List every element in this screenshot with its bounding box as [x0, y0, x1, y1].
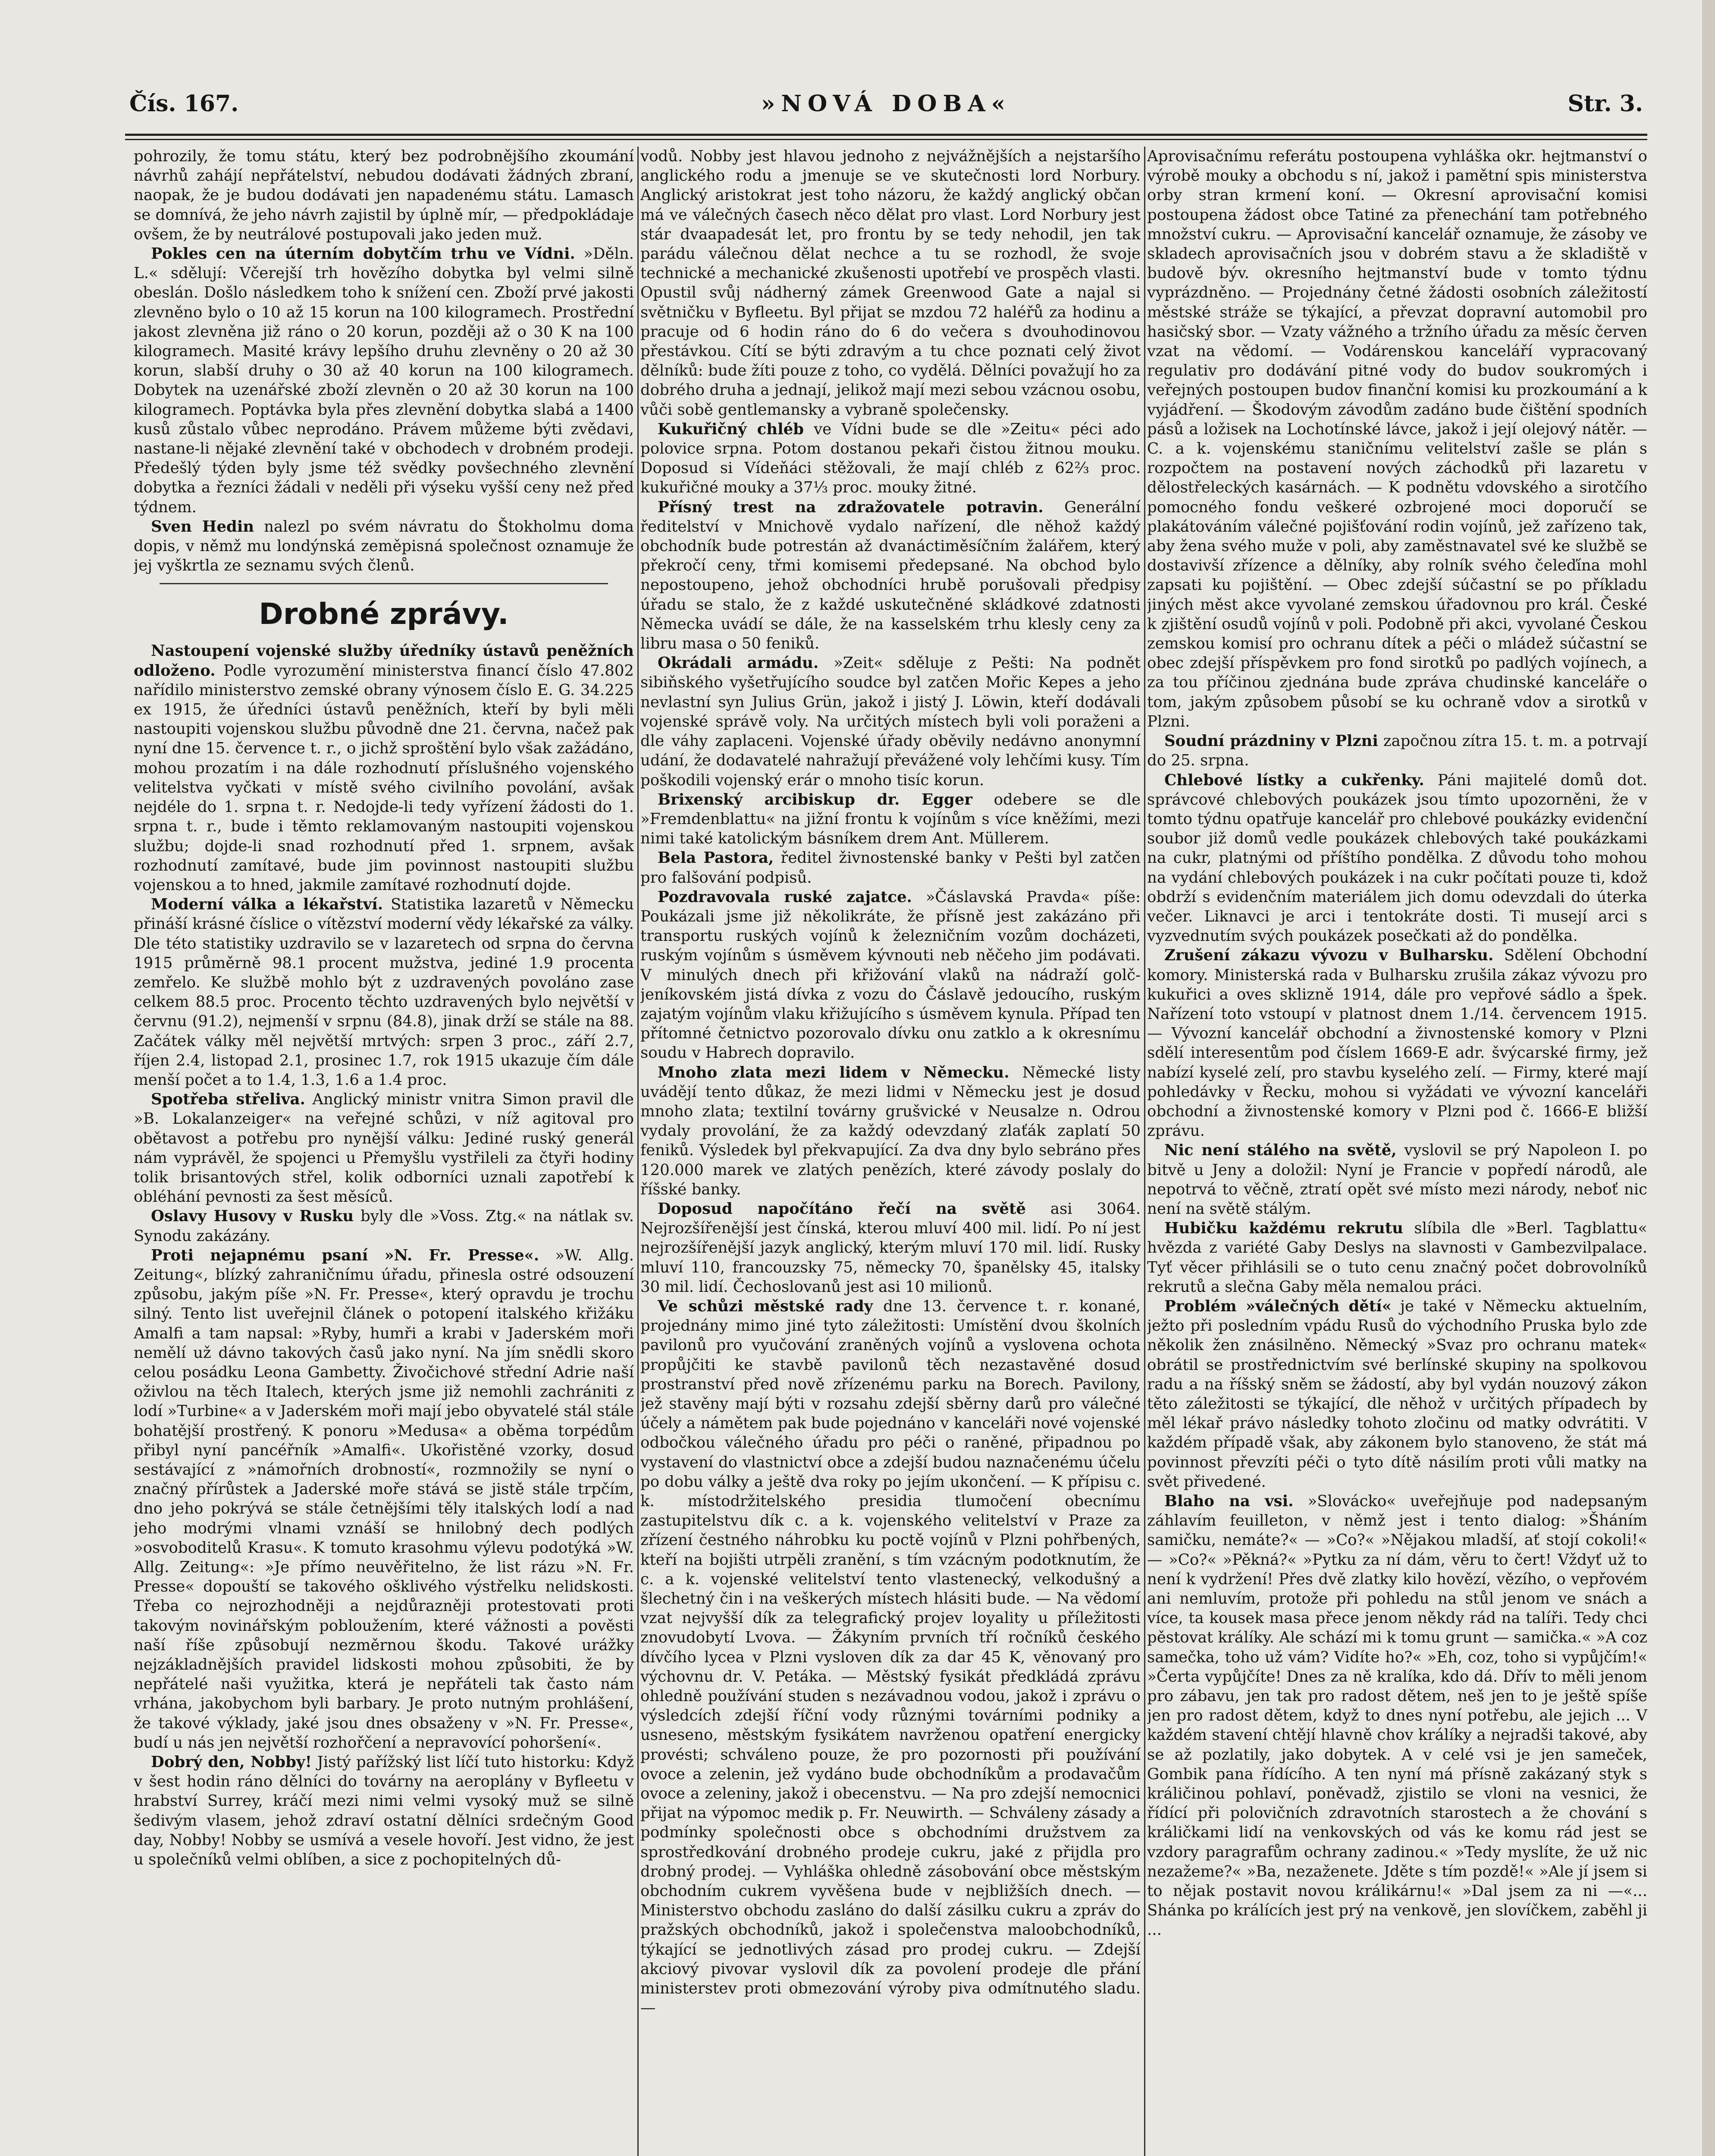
article-paragraph — [1147, 1297, 1647, 1492]
column-2 — [640, 147, 1141, 2156]
article-headline: Hubičku každému rekrutu — [1164, 1219, 1403, 1238]
article-text: »Zeit« sděluje z Pešti: Na podnět sibiňského vyšetřujícího soudce byl zatčen Mořic Kepes a jeho nevlastní syn Julius Grün, jakož i jistý J. Löwin, kteří dodávali vojenské správě voly. Na určitých místech byli voli poraženi a dle váhy zaplaceni. Vojenské úřady oběvily nedávno anonymní udání, že dodavatelé nahražují převážené voly lehčími kusy. Tím poškodili vojenský erár o mnoho tisíc korun. — [640, 654, 1141, 789]
article-headline: Kukuřičný chléb — [658, 420, 804, 438]
issue-number: Čís. 167. — [129, 91, 239, 117]
article-text: odebere se dle »Fremdenblattu« na jižní frontu k vojínům s více kněžími, mezi nimi také katolickým básníkem drem Ant. Müllerem. — [640, 790, 1141, 848]
article-headline: Sven Hedin — [151, 517, 254, 536]
article-text: Podle vyrozumění ministerstva financí číslo 47.802 nařídilo ministerstvo zemské obrany výnosem číslo E. G. 34.225 ex 1915, že úředníci ústavů peněžních, kteří by byli měli nastoupiti vojenskou službu původně dne 21. června, načež pak nyní dne 15. července t. r., o jichž sproštění bylo však zažádáno, mohou prozatím i na dále rozhodnutí příslušného vojenského velitelstva vyčkati v místě svého civilního povolání, avšak nejdéle do 1. srpna t. r. Nedojde-li tedy vyřízení žádosti do 1. srpna t. r., bude i těmto reklamovaným nastoupiti vojenskou službu; dojde-li snad rozhodnutí před 1. srpnem, avšak rozhodnutí zamítavé, bude jim povinnost nastoupiti službu vojenskou a to hned, jakmile zamítavé rozhodnutí dojde. — [134, 661, 634, 894]
article-paragraph — [134, 895, 634, 1090]
header-rule — [125, 134, 1647, 136]
article-text: ředitel živnostenské banky v Pešti byl zatčen pro falšování podpisů. — [640, 849, 1141, 887]
article-paragraph — [640, 420, 1141, 498]
article-paragraph — [134, 1752, 634, 1869]
article-text: vyslovil se prý Napoleon I. po bitvě u Jeny a doložil: Nyní je Francie v popředí národů, ale nepotrvá to věčně, ztratí opět své místo mezi národy, neboť nic není na světě stálým. — [1147, 1141, 1647, 1218]
article-headline: Nastoupení vojenské služby úředníky ústavů peněžních odloženo. — [134, 642, 634, 680]
section-heading: Drobné zprávy. — [259, 597, 509, 632]
article-text: Statistika lazaretů v Německu přináší krásné číslice o vítězství moderní vědy lékařské za války. Dle této statistiky uzdravilo se v lazaretech od srpna do června 1915 průměrně 98.1 procent mužstva, jediné 1.9 procenta zemřelo. Ke službě mohlo být z uzdravených povoláno zase celkem 88.5 proc. Procento těchto uzdravených bylo největší v červnu (91.2), nejmenší v srpnu (84.8), jinak drží se stále na 88. Začátek války měl největší mrtvých: srpen 3 proc., září 2.7, říjen 2.4, listopad 2.1, prosinec 1.7, rok 1915 ukazuje čím dále menší počet a to 1.4, 1.3, 1.6 a 1.4 proc. — [134, 896, 634, 1089]
article-headline: Okrádali armádu. — [658, 654, 819, 672]
article-continuation: Aprovisačnímu referátu postoupena vyhláška okr. hejtmanství o výrobě mouky a obchodu s ní, jakož i pamětní spis ministerstva orby stran krmení koní. — Okresní aprovisační komisi postoupena žádost obce Tatiné za přenechání tam potřebného množství cukru. — Aprovisační kancelář oznamuje, že zásoby ve skladech aprovisačních jsou v dobrém stavu a že skladiště v budově býv. okresního hejtmanství bude v tomto týdnu vyprázdněno. — Projednány četné žádosti osobních záležitostí městské stráže se týkající, a převzat dopravní automobil pro hasičský sbor. — Vzaty vážného a tržního úřadu za měsíc červen vzat na vědomí. — Vodárenskou kanceláří vypracovaný regulativ pro dodávání pitné vody do budov soukromých i veřejných postoupen budov finanční komisi ku prozkoumání a k vyjádření. — Škodovým závodům zadáno bude čištění spodních pásů a ložisek na Lochotínské lávce, jakož i její olejový nátěr. — C. a k. vojenskému staničnímu velitelství zašle se plán s rozpočtem na postavení nových záchodků při lazaretu v dělostřeleckých kasárnách. — K podnětu vdovského a sirotčího pomocného fondu veškeré ozbrojené moci doporučí se plakátováním válečné pojišťování rodin vojínů, jež zařízeno tak, aby žena svého muže v poli, aby zaměstnavatel své ke službě se dostavivší zřízence a dělníky, aby rolník svého čeleďína mohl zapsati ku pojištění. — Obec zdejší súčastní se po příkladu jiných měst akce vyvolané zemskou úřadovnou pro král. České k zjištění osudů vojínů v poli. Podobně při akci, vyvolané Českou zemskou komisí pro ochranu dítek a péči o mládež súčastní se obec zdejší příspěvkem pro fond sirotků po padlých vojínech, a za tou příčinou zjednána bude zpráva chudinské kanceláře o tom, jakým způsobem působí se ku ochraně vdov a sirotků v Plzni. — [1147, 147, 1647, 730]
article-paragraph — [1147, 771, 1647, 946]
article-headline: Blaho na vsi. — [1164, 1492, 1294, 1510]
article-headline: Přísný trest na zdražovatele potravin. — [658, 498, 1044, 516]
article-paragraph — [1147, 1141, 1647, 1219]
article-headline: Spotřeba střeliva. — [151, 1091, 305, 1109]
article-headline: Problém »válečných dětí« — [1164, 1297, 1392, 1315]
article-text: byly dle »Voss. Ztg.« na nátlak sv. Synodu zakázány. — [134, 1207, 634, 1245]
article-paragraph — [1147, 946, 1647, 1141]
article-paragraph — [640, 1199, 1141, 1297]
article-text: slíbila dle »Berl. Tagblattu« hvězda z variété Gaby Deslys na slavnosti v Gambezvilpalace. Tyť věcer přihlásili se o tuto cenu značný počet dobrovolníků rekrutů a slečna Gaby měla nemalou práci. — [1147, 1219, 1647, 1296]
article-text: Páni majitelé domů dot. správcové chlebových poukázek jsou tímto upozorněni, že v tomto týdnu opatřuje kancelář pro chlebové poukázky evidenční soubor již domů vedle poukázek chlebových také poukázkami na cukr, platnými od příštího pondělka. Z důvodu toho mohou na vydání chlebových poukázek i na cukr počítati pouze ti, kdož obdrží s evidenčním materiálem jich domu odevzdali do úterka večer. Liknavci je arci i tentokráte dosti. Ti musejí arci s vyzvednutím svých poukázek posečkati až do pondělka. — [1147, 771, 1647, 945]
article-headline: Bela Pastora, — [658, 849, 774, 867]
article-paragraph — [640, 653, 1141, 790]
article-headline: Doposud napočítáno řečí na světě — [658, 1200, 1026, 1218]
article-text: Jistý pařížský list líčí tuto historku: Když v šest hodin ráno dělníci do továrny na aeroplány v Byfleetu v hrabství Surrey, kráčí mezi nimi velmi vysoký muž se silně šedivým vlasem, jehož zdraví ostatní dělníci srdečným Good day, Nobby! Nobby se usmívá a vesele hovoří. Jest vidno, že jest u společníků velmi oblíben, a sice z pochopitelných dů- — [134, 1753, 634, 1869]
article-text: započnou zítra 15. t. m. a potrvají do 25. srpna. — [1147, 732, 1647, 770]
article-headline: Nic není stálého na světě, — [1164, 1141, 1397, 1159]
page-number: Str. 3. — [1568, 91, 1643, 117]
article-paragraph — [640, 848, 1141, 887]
article-headline: Mnoho zlata mezi lidem v Německu. — [658, 1063, 1010, 1081]
article-text: Generální ředitelství v Mnichově vydalo nařízení, dle něhož každý obchodník bude potrestán až dvanáctiměsíčním žalářem, který překročí ceny, třmi komisemi předepsané. Na obchod bylo nepostoupeno, jehož obchodníci hrubě porušovali předpisy úřadu se stalo, že z každé uskutečněné skládkové zdatnosti Německa uvádí se dále, že na kasselském trhu klesly ceny za libru masa o 50 feniků. — [640, 498, 1141, 653]
article-paragraph — [134, 244, 634, 517]
article-headline: Dobrý den, Nobby! — [151, 1753, 312, 1771]
article-paragraph — [134, 1090, 634, 1206]
header-rule-thin — [125, 139, 1647, 140]
article-headline: Oslavy Husovy v Rusku — [151, 1207, 354, 1225]
column-divider-2 — [1144, 147, 1145, 2156]
article-headline: Brixenský arcibiskup dr. Egger — [658, 790, 972, 808]
article-headline: Pozdravovala ruské zajatce. — [658, 888, 912, 906]
column-3 — [1147, 147, 1647, 2156]
article-headline: Zrušení zákazu vývozu v Bulharsku. — [1164, 946, 1494, 965]
page-header — [129, 82, 1643, 134]
article-paragraph — [134, 1246, 634, 1752]
article-text: »Děln. L.« sdělují: Včerejší trh hovězího dobytka byl velmi silně obeslán. Došlo následkem toho k snížení cen. Zboží prvé jakosti zlevněno bylo o 10 až 15 korun na 100 kilogramech. Prostřední jakost zlevněna již ráno o 20 korun, později až o 30 K na 100 kilogramech. Masité krávy lepšího druhu zlevněny o 20 až 30 korun, slabší druhy o 30 až 40 korun na 100 kilogramech. Dobytek na uzenářské zboží zlevněn o 20 až 30 korun na 100 kilogramech. Poptávka byla přes zlevnění dobytka slabá a 1400 kusů zůstalo vůbec neprodáno. Právem můžeme býti zvědavi, nastane-li nějaké zlevnění také v obchodech v drobném prodeji. Předešlý týden byly jsme též svědky povšechného zlevnění dobytka a řezníci žádali v neděli při výseku vyšší ceny než před týdnem. — [134, 245, 634, 516]
article-paragraph — [134, 641, 634, 895]
article-text: »Slovácko« uveřejňuje pod nadepsaným záhlavím feuilleton, v němž jest i tento dialog: »Šháním samičku, nemáte?« — »Co?« »Nějakou mladší, ať stojí cokoli!« — »Co?« »Pěkná?« »Pytku za ní dám, věru to čert! Vždyť už to není k vydržení! Přes dvě zlatky kilo hovězí, vězího, o vepřovém ani nemluvím, protože při pohledu na stůl jenom ve snách a více, ta kousek masa přece jenom někdy rád na talíři. Tedy chci pěstovat králíky. Ale schází mi k tomu grunt — samička.« »A coz samečka, toho už vám? Vidíte ho?« »Eh, coz, toho si vypůjčím!« »Čerta vypůjčíte! Dnes za ně kralíka, kdo dá. Dřív to měli jenom pro zábavu, jen tak pro radost dětem, neš jen to je ještě spíše jen pro radost dětem, když to dnes nyní potřebu, ale jejich ... V každém stavení chtějí hlavně chov králíky a nejradši takové, aby se až pozlatily, jako dobytek. A v celé vsi je jen sameček, Gombik pana řídícího. A ten nyní má přísně zakázaný styk s králičinou pohlaví, poněvadž, zjistilo se vloni na vesnici, že řídící při polovičních zdravotních starostech a že chování s králičkami lidí na venkovských od vás ke komu rád jest se vzdory paragrafům ochrany zadinou.« »Tedy myslíte, že už nic nezažeme?« »Ba, nezaženete. Jděte s tím pozdě!« »Ale jí jsem si to nějak postavit novou králikárnu!« »Dal jsem za ni —«... Shánka po králících jest prý na venkově, jen slovíčkem, zaběhl ji ... — [1147, 1492, 1647, 1939]
article-text: asi 3064. Nejrozšířenější jest čínská, kterou mluví 400 mil. lidí. Po ní jest nejrozšířenější jazyk anglický, kterým mluví 170 mil. lidí. Rusky mluví 110, francouzsky 75, německy 70, španělsky 45, italsky 30 mil. lidí. Čechoslovanů jest asi 10 milionů. — [640, 1200, 1141, 1296]
article-continuation: vodů. Nobby jest hlavou jednoho z nejvážnějších a nejstaršího anglického rodu a jmenuje se ve skutečnosti lord Norbury. Anglický aristokrat jest toho názoru, že každý anglický občan má ve válečných časech něco dělat pro vlast. Lord Norbury jest stár dvaapadesát let, pro frontu by se tedy nehodil, jen tak parádu válečnou dělat nechce a tu se rozhodl, že svoje technické a mechanické zkušenosti upotřebí ve prospěch vlasti. Opustil svůj nádherný zámek Greenwood Gate a najal si světničku v Byfleetu. Byl přijat se mzdou 72 haléřů za hodinu a pracuje od 6 hodin ráno do 6 do večera s dvouhodinovou přestávkou. Cítí se býti zdravým a tu chce poznati celý život dělníků: bude žíti pouze z toho, co vydělá. Dělníci považují ho za dobrého druha a jednají, jelikož mají mezi sebou vzácnou osobu, vůči sobě gentlemansky a vybraně společensky. — [640, 147, 1141, 419]
article-text: Anglický ministr vnitra Simon pravil dle »B. Lokalanzeiger« na veřejné schůzi, v níž agitoval pro obětavost a potřebu pro nynější válku: Jediné ruský generál nám vyprávěl, že spojenci u Přemyšlu vystřileli za čtyři hodiny tolik brisantových střel, kolik odborníci uznali zapotřebí k obléhání pevnosti za šest měsíců. — [134, 1091, 634, 1206]
scan-edge — [1702, 0, 1715, 2156]
article-headline: Chlebové lístky a cukřenky. — [1164, 771, 1424, 789]
newspaper-title: »NOVÁ DOBA« — [761, 91, 1012, 117]
article-paragraph — [640, 887, 1141, 1063]
article-text: Sdělení Obchodní komory. Ministerská rada v Bulharsku zrušila zákaz vývozu pro kukuřici a oves sklizně 1914, dále pro vepřové sádlo a špek. Nařízení toto vstoupí v platnost dnem 1./14. červencem 1915. — Vývozní kancelář obchodní a živnostenské komory v Plzni sdělí interesentům pod číslem 1669-E adr. švýcarské firmy, jež nabízí kyselé zelí, pro stavbu kyselého zelí. — Firmy, které mají pohledávky v Řecku, mohou si vyžádati ve vývozní kanceláři obchodní a živnostenské komory v Plzni pod č. 1666-E bližší zprávu. — [1147, 946, 1647, 1140]
article-headline: Pokles cen na úterním dobytčím trhu ve Vídni. — [151, 245, 575, 263]
article-paragraph — [1147, 1219, 1647, 1297]
article-text: je také v Německu aktuelním, ježto při posledním vpádu Rusů do východního Pruska bylo zde několik žen znásilněno. Německý »Svaz pro ochranu matek« obrátil se prostřednictvím své berlínské skupiny na spolkovou radu a na říšský sněm se žádostí, aby byl vydán nouzový zákon těto záležitosti se týkající, dle něhož v určitých případech by měl lékař právo následky tohoto zločinu od matky odvrátiti. V každém případě však, aby zákonem bylo stanoveno, že stát má povinnost převzíti péči o tyto dítě násilím proti vůli matky na svět přivedené. — [1147, 1297, 1647, 1491]
article-text: Německé listy uvádějí tento důkaz, že mezi lidmi v Německu jest je dosud mnoho zlata; textilní továrny grušvické v Neusalze n. Odrou vydaly provolání, že za každý odevzdaný zlaťák zaplatí 50 feniků. Výsledek byl překvapující. Za dva dny bylo sebráno přes 120.000 marek ve zlatých penězích, které závody poslaly do říšské banky. — [640, 1063, 1141, 1198]
article-paragraph — [640, 1063, 1141, 1199]
article-text: nalezl po svém návratu do Štokholmu doma dopis, v němž mu londýnská zeměpisná společnost oznamuje že jej vyškrtla ze seznamu svých členů. — [134, 517, 634, 575]
article-text: ve Vídni bude se dle »Zeitu« péci ado polovice srpna. Potom dostanou pekaři čistou žitnou mouku. Doposud si Vídeňáci stěžovali, že mají chléb z 62⅔ proc. kukuřičné mouky a 37⅓ proc. mouky žitné. — [640, 420, 1141, 497]
article-headline: Soudní prázdniny v Plzni — [1164, 732, 1378, 750]
article-paragraph — [1147, 731, 1647, 770]
section-divider — [160, 583, 608, 584]
article-text: dne 13. července t. r. konané, projednány mimo jiné tyto záležitosti: Umístění dvou školních pavilonů pro vyučování zraněných vojínů a vyslovena ochota propůjčiti ke stavbě pavilonů těch nezastavěné dosud prostranství před nově zřízenému parku na Borech. Pavilony, jež stavěny mají býti v rozsahu zdejší sběrny darů pro válečné účely a námětem pak bude pojednáno v kanceláři nové vojenské odbočkou válečného úřadu pro péči o raněné, připadnou po vystavení do vlastnictví obce a zdejší budou naznačenému účelu po dobu války a ještě dva roky po jejím ukončení. — K přípisu c. k. místodržitelského presidia tlumočení obecnímu zastupitelstvu dík c. a k. vojenského velitelství v Praze za zřízení čestného náhrobku ku poctě vojínů v Plzni pohřbených, kteří na bojišti utrpěli zranění, s tím vzácným podotknutím, že c. a k. vojenské velitelství tento vlastenecký, velkodušný a šlechetný čin i na veškerých místech hlásiti bude. — Na vědomí vzat nejvyšší dík za telegrafický projev loyality u příležitosti znovudobytí Lvova. — Žákyním prvních tří ročníků českého dívčího lycea v Plzni vysloven dík za dar 45 K, věnovaný pro výchovnu dr. V. Petáka. — Městský fysikát předkládá zprávu ohledně používání studen s nezávadnou vodou, jakož i zprávu o výsledcích zdejší říční vody různými továrními podniky a usneseno, městským fysikátem navrženou opatření energicky provésti; schváleno pouze, že pro pozornosti při používání ovoce a zelenin, jež vydáno bude obchodníkům a prodavačům ovoce a zeleniny, jakož i obecenstvu. — Na pro zdejší nemocnici přijat na výpomoc medik p. Fr. Neuwirth. — Schváleny zásady a podmínky společnosti obce s obchodními družstvem za sprostředkování drobného prodeje cukru, jaké z přijdla pro drobný prodej. — Vyhláška ohledně zásobování obce městským obchodním cukrem vyvěšena bude v nejbližších dnech. — Ministerstvo obchodu zasláno do další zásilku cukru a zpráv do pražských obchodníků, jakož i společenstva maloobchodníků, týkající se jednotlivých zásad pro prodej cukru. — Zdejší akciový pivovar vyslovil dík za povolení prodeje dle přání ministerstev proti obmezování výroby piva odmítnutého sladu. — — [640, 1297, 1141, 2017]
article-paragraph — [640, 790, 1141, 849]
article-headline: Ve schůzi městské rady — [658, 1297, 873, 1315]
article-headline: Proti nejapnému psaní »N. Fr. Presse«. — [151, 1246, 539, 1264]
article-headline: Moderní válka a lékařství. — [151, 896, 383, 914]
column-1 — [134, 147, 634, 2156]
article-paragraph — [1147, 1492, 1647, 1940]
article-paragraph — [134, 1206, 634, 1245]
article-text: »W. Allg. Zeitung«, blízký zahraničnímu úřadu, přinesla ostré odsouzení způsobu, jakým píše »N. Fr. Presse«, který opravdu je trochu silný. Tento list uveřejnil článek o potopení italského křižáku Amalfi a tam napsal: »Ryby, humři a krabi v Jaderském moři nemělí už dávno takových časů jako nyní. Na jím snědli skoro celou posádku Leona Gambetty. Živočichové střední Adrie naší oživlou na těch Italech, kterých jsme již nemohli zachrániti z lodí »Turbine« a v Jaderském moři mají jebo obyvatelé stál stále bohatější prostřený. K ponoru »Medusa« a oběma torpédům přibyl nyní pancéřník »Amalfi«. Ukořistěné vzorky, dosud sestávající z »námořních drobností«, rozmnožily se nyní o značný přírůstek a Jaderské moře stává se jistě stále trpčím, dno jeho pokrývá se stále četnějšími těly italských lodí a nad jeho modrými vlnami vznáší se hnilobný dech podlých »osvoboditelů Krasu«. K tomuto krasohmu výlevu podotýká »W. Allg. Zeitung«: »Je přímo neuvěřitelno, že list rázu »N. Fr. Presse« dopouští se takového ošklivého výstřelku nelidskosti. Třeba co nejrozhodněji a nejdůrazněji protestovati proti takovým novinářským pobloužením, které vážnosti a pověsti naší říše způsobují nezměrnou škodu. Takové urážky nejzákladnějších pravidel lidskosti mohou způsobiti, že by nepřátelé naši využitka, která je nepřáteli tak často nám vrhána, jakobychom byli barbary. Je proto nutným prohlášení, že takové výklady, jaké jsou dnes obsaženy v »N. Fr. Presse«, budí u nás jen největší rozhořčení a nepravovící pohoršení«. — [134, 1246, 634, 1752]
article-text: »Čáslavská Pravda« píše: Poukázali jsme již několikráte, že přísně jest zakázáno při transportu ruských vojínů k železničním vozům docházeti, ruským vojínům s úsměvem kývnouti neb něčeho jim podávati. V minulých dnech při křižování vlaků na nádraží golč-jeníkovském jistá dívka z vozu do Čáslavě jedoucího, ruským zajatým vojínům vlaku křižujícího s úsměvem kynula. Případ ten přítomné četnictvo pozorovalo dívku onu zatklo a k okresnímu soudu v Habrech dopravilo. — [640, 888, 1141, 1062]
article-continuation: pohrozily, že tomu státu, který bez podrobnějšího zkoumání návrhů zahájí nepřátelství, nebudou dodávati žádných zbraní, naopak, že je budou dodávati jen napadenému státu. Lamasch se domnívá, že jeho návrh zajistil by úplně mír, — předpokládaje ovšem, že by neutrálové postupovali jako jeden muž. — [134, 147, 634, 243]
article-paragraph — [640, 1297, 1141, 2018]
article-paragraph — [640, 498, 1141, 654]
column-divider-1 — [637, 147, 639, 2156]
article-paragraph — [134, 517, 634, 576]
